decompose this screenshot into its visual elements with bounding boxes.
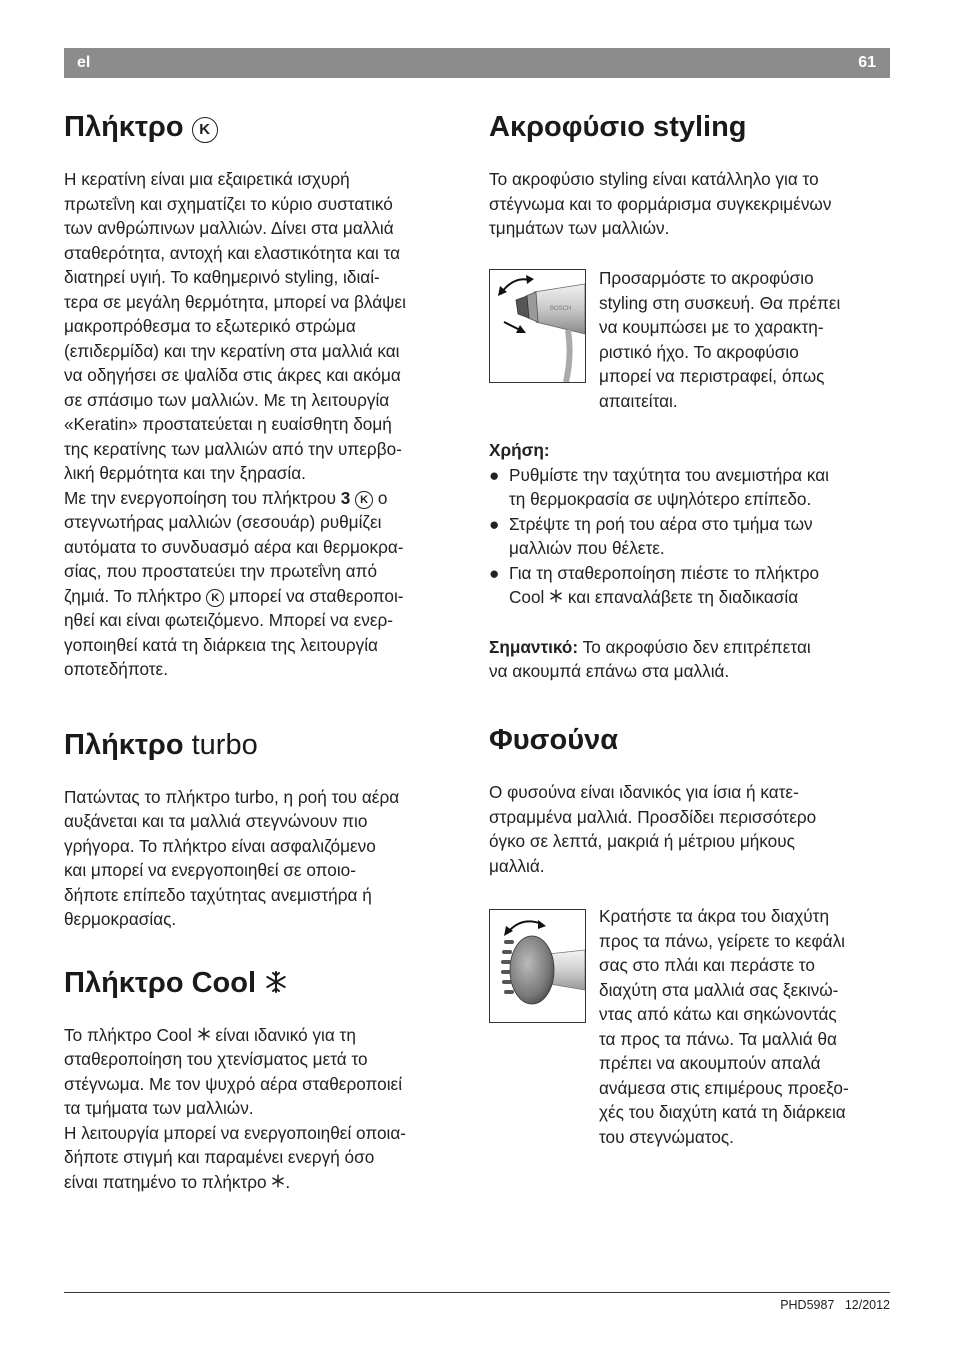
diffuser-illustration	[489, 909, 586, 1023]
important-note: Σημαντικό: Το ακροφύσιο δεν επιτρέπεται να ακουμπά επάνω στα μαλλιά.	[489, 636, 811, 681]
publication-date: 12/2012	[844, 1298, 890, 1312]
language-code: el	[77, 54, 91, 71]
turbo-heading: Πλήκτρο turbo	[64, 728, 258, 761]
styling-intro: Το ακροφύσιο styling είναι κατάλληλο για το στέγνωμα και το φορμάρισμα συγκεκριμένων τμημάτων των μαλλιών.	[489, 169, 832, 238]
cool-heading: Πλήκτρο Cool	[64, 964, 466, 1002]
snowflake-icon	[271, 1174, 285, 1188]
right-column	[489, 108, 891, 241]
styling-usage	[489, 438, 891, 684]
footer-info	[780, 1298, 890, 1312]
keratin-key-icon: K	[206, 589, 224, 607]
page-number: 61	[858, 54, 876, 71]
diffuser-heading: Φυσούνα	[489, 724, 619, 756]
keratin-paragraph: Η κερατίνη είναι μια εξαιρετικά ισχυρή πρωτεΐνη και σχηματίζει το κύριο συστατικό των ανθρώπινων μαλλιών. Δίνει στα μαλλιά σταθερότητα, αντοχή και ελαστικότητα και τα διατηρεί υγιή. Το καθημερινό styling, ιδιαί- τερα σε μεγάλη θερμότητα, μπορεί να βλάψει μακροπρόθεσμα το εξωτερικό στρώμα (επιδερμίδα) και την κερατίνη στα μαλλιά και να οδηγήσει σε ψαλίδα στις άκρες και ακόμα σε σπάσιμο των μαλλιών. Με τη λειτουργία «Keratin» προστατεύεται η ευαίσθητη δομή της κερατίνης των μαλλιών από την υπερβο- λική θερμότητα και την ξηρασία. Με την ενεργοποίηση του πλήκτρου 3 K ο στεγνωτήρας μαλλιών (σεσουάρ) ρυθμίζει αυτόματα το συνδυασμό αέρα και θερμοκρα- σίας, που προστατεύει την πρωτεΐνη από ζημιά. Το πλήκτρο K μπορεί να σταθεροποι- ηθεί και είναι φωτειζόμενο. Μπορεί να ενερ- γοποιηθεί κατά τη διάρκεια της λειτουργία οποτεδήποτε.	[64, 169, 406, 679]
styling-nozzle-heading: Ακροφύσιο styling	[489, 111, 747, 143]
snowflake-icon	[197, 1027, 211, 1041]
diffuser-section	[489, 721, 891, 878]
keratin-heading: Πλήκτρο K	[64, 108, 466, 146]
list-item: ● Ρυθμίστε την ταχύτητα του ανεμιστήρα και τη θερμοκρασία σε υψηλότερο επίπεδο.	[489, 464, 829, 509]
keratin-key-icon: K	[355, 491, 373, 509]
footer-divider	[64, 1292, 890, 1293]
keratin-key-icon: K	[192, 117, 218, 143]
diffuser-figure-text: Κρατήστε τα άκρα του διαχύτη προς τα πάνω, γείρετε το κεφάλι σας στο πλάι και περάστε το διαχύτη στα μαλλιά σας ξεκινώ- ντας από κάτω και σηκώνοντάς τα προς τα πάνω. Τα μαλλιά θα πρέπει να ακουμπούν απαλά ανάμεσα στις επιμέρους προεξο- χές του διαχύτη κατά τη διάρκεια του στεγνώματος.	[599, 906, 849, 1147]
list-item: ● Στρέψτε τη ροή του αέρα στο τμήμα των μαλλιών που θέλετε.	[489, 513, 813, 558]
important-label: Σημαντικό:	[489, 636, 579, 657]
left-column	[64, 108, 466, 1194]
styling-nozzle-illustration	[489, 269, 586, 383]
page-header-bar	[64, 48, 890, 78]
model-number: PHD5987	[780, 1298, 835, 1312]
button-number: 3	[340, 487, 351, 508]
bullet-icon: ●	[489, 562, 500, 583]
usage-bullet-list	[489, 463, 891, 610]
list-item: ● Για τη σταθεροποίηση πιέστε το πλήκτρο Cool και επαναλάβετε τη διαδικασία	[489, 562, 820, 607]
snowflake-icon	[264, 970, 288, 994]
diffuser-intro: Ο φυσούνα είναι ιδανικός για ίσια ή κατε- στραμμένα μαλλιά. Προσδίδει περισσότερο όγκο σε λεπτά, μακριά ή μέτριου μήκους μαλλιά.	[489, 782, 817, 876]
turbo-paragraph: Πατώντας το πλήκτρο turbo, η ροή του αέρα αυξάνεται και τα μαλλιά στεγνώνουν πιο γρήγορα. Το πλήκτρο είναι ασφαλιζόμενο και μπορεί να ενεργοποιηθεί σε οποιο- δήποτε επίπεδο ταχύτητας ανεμιστήρα ή θερμοκρασίας.	[64, 786, 400, 929]
usage-label: Χρήση:	[489, 440, 550, 460]
styling-figure-text: Προσαρμόστε το ακροφύσιο styling στη συσκευή. Θα πρέπει να κουμπώσει με το χαρακτη- ριστικό ήχο. Το ακροφύσιο μπορεί να περιστραφεί, όπως απαιτείται.	[599, 268, 841, 411]
bullet-icon: ●	[489, 464, 500, 485]
snowflake-icon	[549, 589, 563, 603]
cool-paragraph: Το πλήκτρο Cool είναι ιδανικό για τη σταθεροποίηση του χτενίσματος μετά το στέγνωμα. Με τον ψυχρό αέρα σταθεροποιεί τα τμήματα των μαλλιών. Η λειτουργία μπορεί να ενεργοποιηθεί οποια- δήποτε στιγμή και παραμένει ενεργή όσο είναι πατημένο το πλήκτρο .	[64, 1024, 407, 1192]
bullet-icon: ●	[489, 513, 500, 534]
svg-text:BOSCH: BOSCH	[550, 306, 572, 312]
